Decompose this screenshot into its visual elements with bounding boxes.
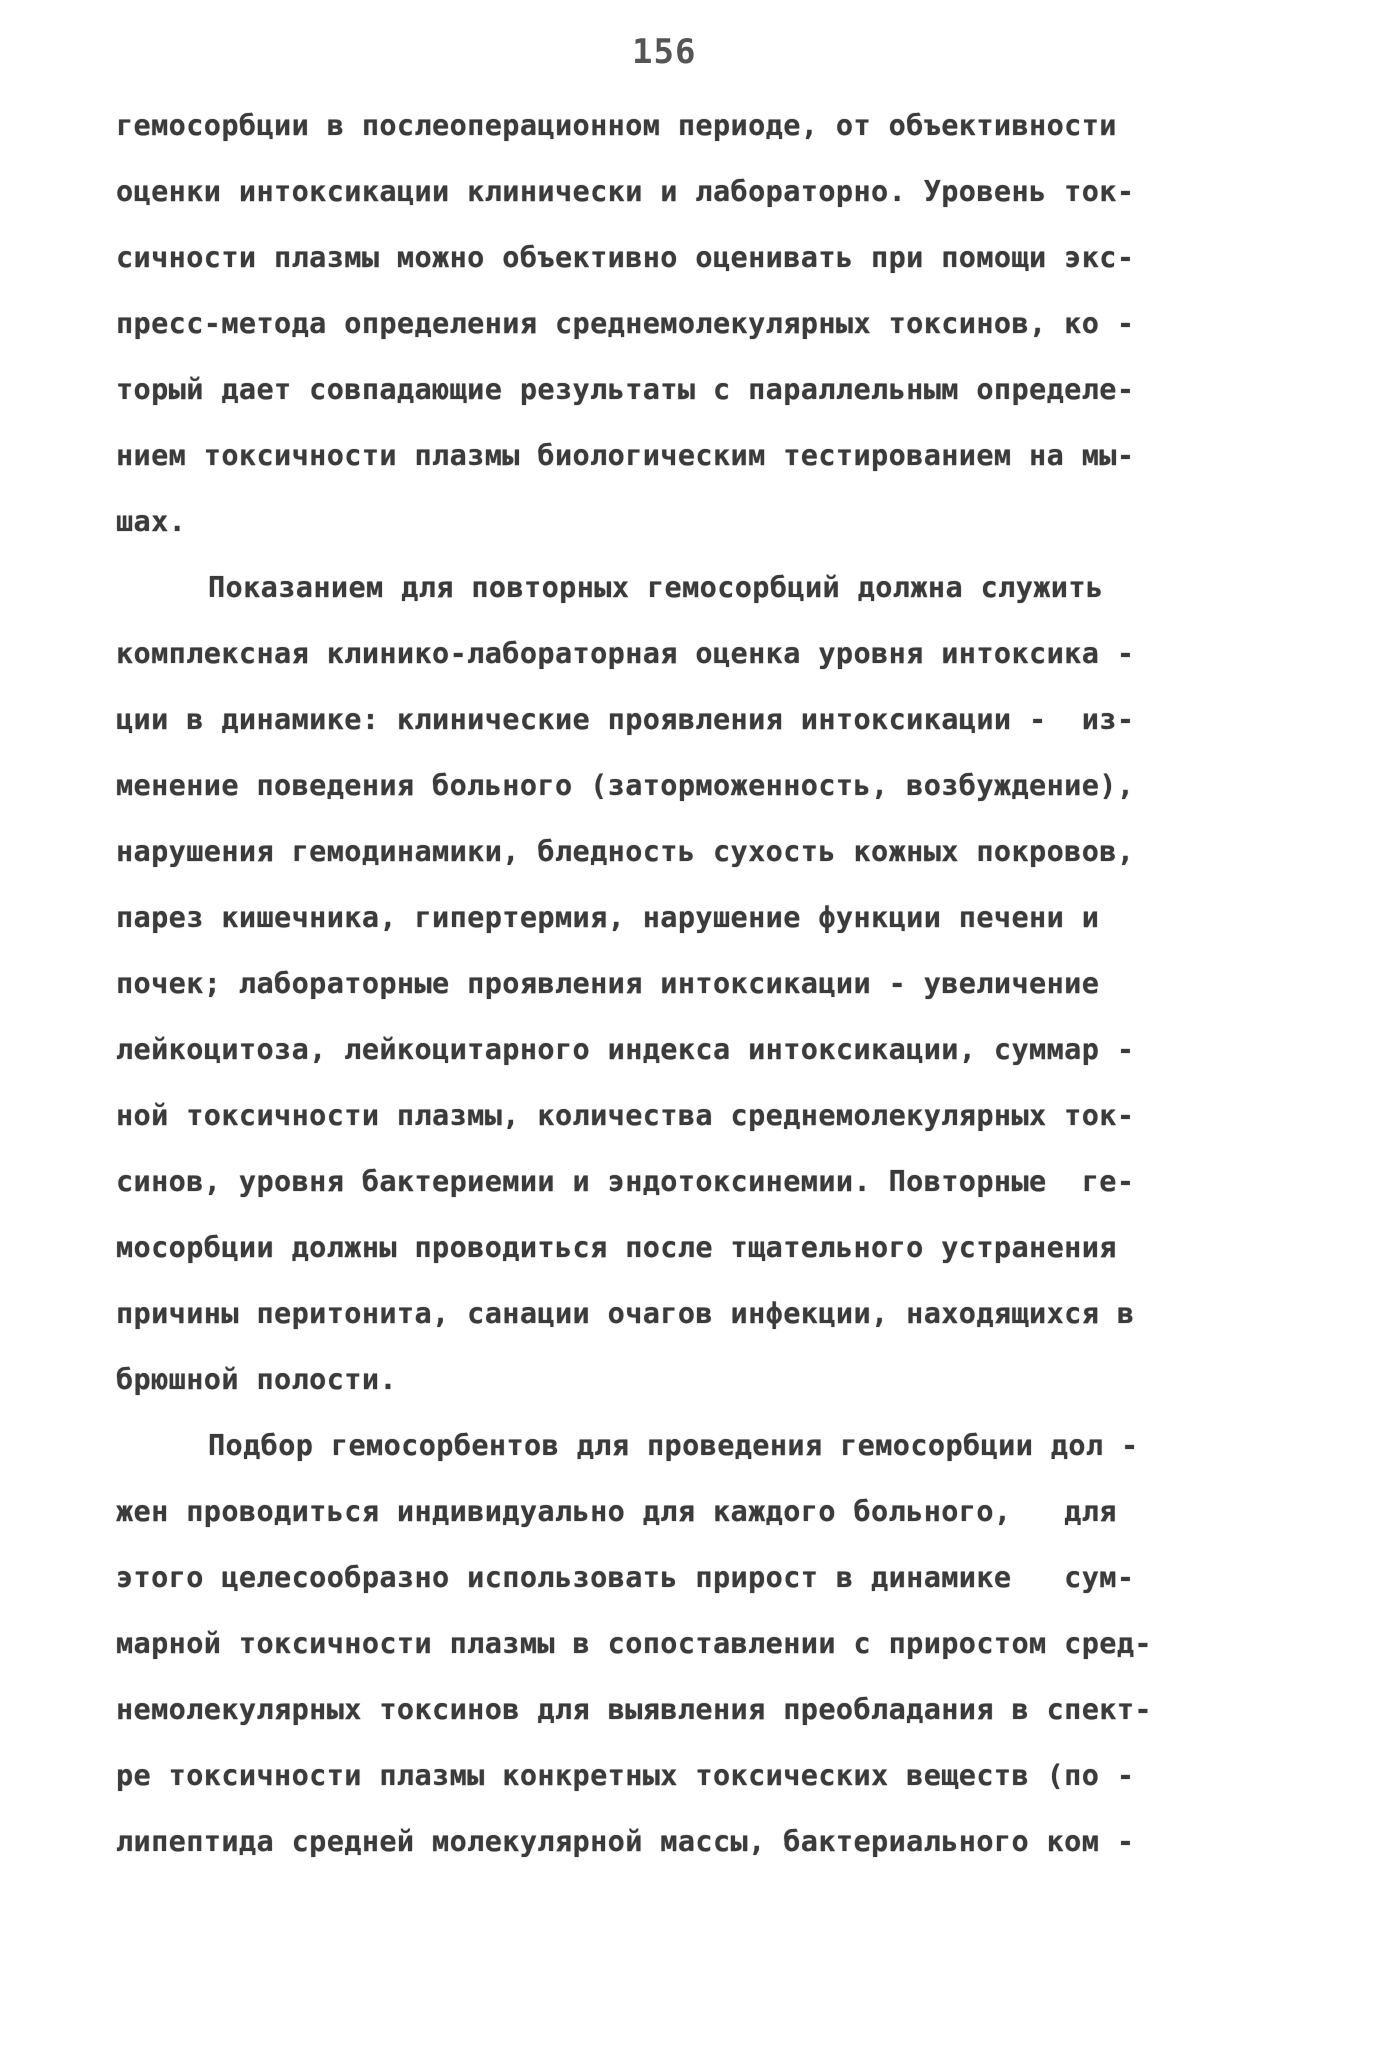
text-line: шах. (116, 505, 187, 538)
page-number: 156 (632, 32, 697, 72)
text-line: брюшной полости. (116, 1363, 397, 1396)
text-line: синов, уровня бактериемии и эндотоксинемии. Повторные ге- (116, 1165, 1135, 1198)
text-line: пресс-метода определения среднемолекулярных токсинов, ко - (116, 307, 1135, 340)
text-line: мосорбции должны проводиться после тщательного устранения (116, 1231, 1117, 1264)
text-line: липептида средней молекулярной массы, бактериального ком - (116, 1825, 1135, 1858)
text-line: гемосорбции в послеоперационном периоде, от объективности (116, 109, 1117, 142)
text-line: этого целесообразно использовать прирост в динамике сум- (116, 1561, 1135, 1594)
text-line: сичности плазмы можно объективно оценивать при помощи экс- (116, 241, 1135, 274)
text-line: нарушения гемодинамики, бледность сухость кожных покровов, (116, 835, 1135, 868)
text-line: парез кишечника, гипертермия, нарушение функции печени и (116, 901, 1100, 934)
text-line: причины перитонита, санации очагов инфекции, находящихся в (116, 1297, 1135, 1330)
text-line: ции в динамике: клинические проявления интоксикации - из- (116, 703, 1135, 736)
text-line: марной токсичности плазмы в сопоставлении с приростом сред- (116, 1627, 1152, 1660)
text-line: нием токсичности плазмы биологическим тестированием на мы- (116, 439, 1135, 472)
text-line: жен проводиться индивидуально для каждого больного, для (116, 1495, 1117, 1528)
text-line: торый дает совпадающие результаты с параллельным определе- (116, 373, 1135, 406)
text-line: лейкоцитоза, лейкоцитарного индекса интоксикации, суммар - (116, 1033, 1135, 1066)
text-line: почек; лабораторные проявления интоксикации - увеличение (116, 967, 1100, 1000)
text-line: ре токсичности плазмы конкретных токсических веществ (по - (116, 1759, 1135, 1792)
paragraph-start-line: Показанием для повторных гемосорбций должна служить (208, 571, 1104, 604)
text-line: ной токсичности плазмы, количества среднемолекулярных ток- (116, 1099, 1135, 1132)
text-line: менение поведения больного (заторможенность, возбуждение), (116, 769, 1135, 802)
text-line: немолекулярных токсинов для выявления преобладания в спект- (116, 1693, 1152, 1726)
text-line: комплексная клинико-лабораторная оценка уровня интоксика - (116, 637, 1135, 670)
paragraph-start-line: Подбор гемосорбентов для проведения гемосорбции дол - (208, 1429, 1139, 1462)
text-line: оценки интоксикации клинически и лабораторно. Уровень ток- (116, 175, 1135, 208)
